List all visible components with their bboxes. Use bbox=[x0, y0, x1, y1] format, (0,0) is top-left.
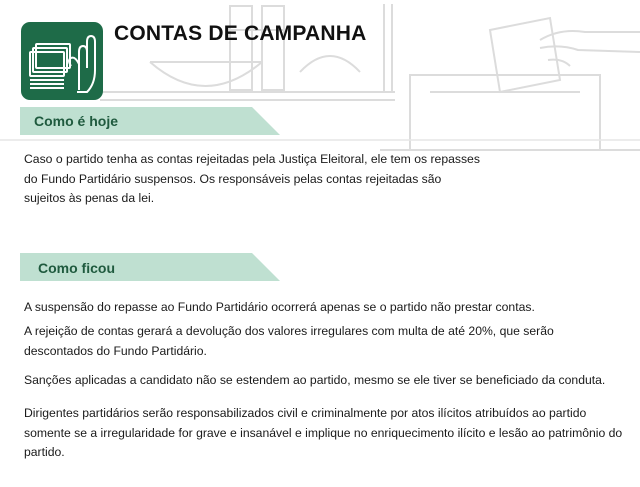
page-title: CONTAS DE CAMPANHA bbox=[114, 22, 367, 45]
paragraph-como-ficou-2: A rejeição de contas gerará a devolução dos valores irregulares com multa de até 20%, que serão descontados do Fundo Partidário. bbox=[24, 324, 554, 358]
paragraph-como-ficou-4: Dirigentes partidários serão responsabilizados civil e criminalmente por atos ilícitos atribuídos ao partido somente se a irregularidade for grave e insanável e implique no enriquecimento ilícito e lesão ao patrimônio do partido. bbox=[24, 406, 623, 459]
money-stack-hand-icon bbox=[21, 22, 103, 100]
paragraph-como-ficou-3: Sanções aplicadas a candidato não se estendem ao partido, mesmo se ele tiver se beneficiado da conduta. bbox=[24, 373, 606, 387]
paragraph-como-e-hoje: Caso o partido tenha as contas rejeitadas pela Justiça Eleitoral, ele tem os repasses do Fundo Partidário suspensos. Os responsáveis pelas contas rejeitadas são sujeitos às penas da lei. bbox=[24, 152, 480, 205]
paragraph-como-ficou-1: A suspensão do repasse ao Fundo Partidário ocorrerá apenas se o partido não prestar contas. bbox=[24, 300, 535, 314]
section-label-como-ficou: Como ficou bbox=[38, 260, 115, 276]
section-label-como-e-hoje: Como é hoje bbox=[34, 113, 119, 129]
